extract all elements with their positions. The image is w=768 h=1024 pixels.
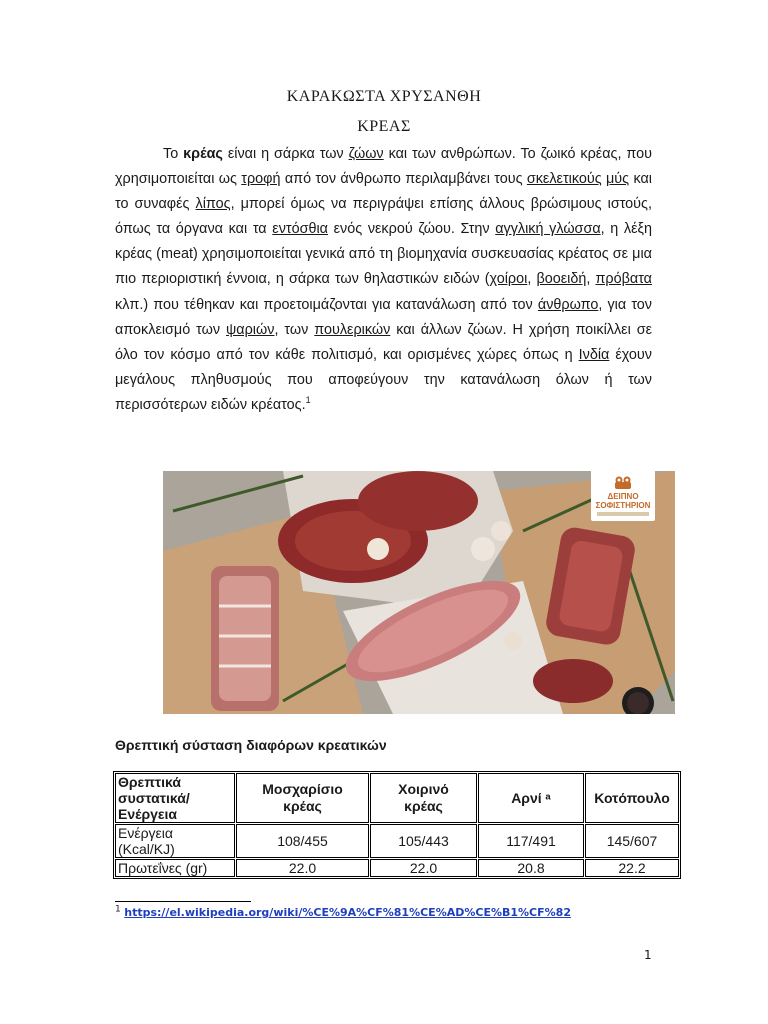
column-header-line: Χοιρινό (398, 781, 449, 797)
footnote-reference[interactable]: 1 (305, 395, 311, 406)
footnote-separator (115, 901, 251, 902)
text-run: και το συναφές (115, 171, 652, 213)
column-header-pork (370, 773, 477, 823)
text-run: και των ανθρώπων. Το ζωικό κρέας, που χρησιμοποιείται ως (115, 146, 652, 188)
text-run: και άλλων ζώων. Η χρήση ποικίλλει σε όλο τον κόσμο από τον κάθε πολιτισμό, και ορισμένες χώρες όπως η (115, 321, 653, 363)
corner-line: συστατικά/ (118, 790, 190, 806)
table-corner-cell (115, 773, 235, 823)
corner-line: Θρεπτικά (118, 774, 181, 790)
row-label-line: Ενέργεια (118, 825, 173, 841)
column-header-line: κρέας (404, 798, 443, 814)
row-label-protein: Πρωτεΐνες (gr) (115, 859, 235, 877)
table-row (115, 859, 679, 877)
text-run: ενός νεκρού ζώου. Στην (327, 221, 496, 238)
cell-energy-pork: 105/443 (370, 824, 477, 858)
text-run: , η λέξη κρέας (meat) χρησιμοποιείται γενικά από τη βιομηχανία συσκευασίας κρέατος σε μια πιο περιοριστική έννοια, η σάρκα των θηλαστικών ειδών ( (115, 221, 652, 288)
term-kreas: κρέας (183, 146, 223, 162)
link-skeletikous[interactable]: σκελετικούς (526, 171, 602, 188)
link-mys[interactable]: μύς (606, 171, 630, 188)
text-run: , των (274, 321, 315, 338)
cell-energy-beef: 108/455 (236, 824, 369, 858)
row-label-energy (115, 824, 235, 858)
column-header-chicken (585, 773, 679, 823)
link-lipos[interactable]: λίπος (195, 196, 231, 213)
link-anthropo[interactable]: άνθρωπο (537, 296, 599, 313)
table-row (115, 824, 679, 858)
text-run: από τον άνθρωπο περιλαμβάνει τους (280, 171, 527, 188)
logo-text-line2: ΣΟΦΙΣΤΗΡΙΟΝ (595, 501, 651, 510)
cell-protein-pork: 22.0 (370, 859, 477, 877)
nutrition-table (113, 771, 681, 879)
text-run: είναι η σάρκα των (222, 146, 349, 162)
text-run: κλπ.) που τέθηκαν και προετοιμάζονται για κατανάλωση από τον (115, 296, 538, 313)
column-header-lamb (478, 773, 584, 823)
text-run: έχουν μεγάλους πληθυσμούς που αποφεύγουν την κατανάλωση όλων ή των περισσότερων ειδών κρέατος. (115, 346, 652, 413)
corner-line: Ενέργεια (118, 806, 178, 822)
link-zoon[interactable]: ζώων (348, 146, 384, 162)
brand-logo (591, 471, 655, 521)
text-run: , (586, 271, 596, 288)
link-xoiroi[interactable]: χοίροι (489, 271, 528, 288)
author-name: ΚΑΡΑΚΩΣΤΑ ΧΡΥΣΑΝΘΗ (286, 88, 482, 105)
chef-icon (614, 476, 632, 490)
cell-protein-beef: 22.0 (236, 859, 369, 877)
footnote (115, 906, 571, 919)
text-run: , (527, 271, 537, 288)
column-header-beef (236, 773, 369, 823)
link-trofi[interactable]: τροφή (241, 171, 281, 188)
column-header-line: Κοτόπουλο (594, 790, 670, 806)
row-label-line: (Kcal/KJ) (118, 841, 175, 857)
link-poulerikon[interactable]: πουλερικών (314, 321, 391, 338)
meat-photo (163, 471, 675, 714)
table-heading: Θρεπτική σύσταση διαφόρων κρεατικών (115, 737, 387, 753)
link-vooeidi[interactable]: βοοειδή (536, 271, 587, 288)
link-india[interactable]: Ινδία (578, 346, 610, 363)
footnote-link[interactable]: https://el.wikipedia.org/wiki/%CE%9A%CF%81%CE%AD%CE%B1%CF%82 (124, 906, 571, 919)
cell-energy-chicken: 145/607 (585, 824, 679, 858)
column-header-line: Μοσχαρίσιο (262, 781, 343, 797)
table-header-row (115, 773, 679, 823)
cell-protein-lamb: 20.8 (478, 859, 584, 877)
cell-energy-lamb: 117/491 (478, 824, 584, 858)
body-paragraph (115, 142, 652, 418)
link-agglika[interactable]: αγγλική γλώσσα (495, 221, 601, 238)
link-psarion[interactable]: ψαριών (226, 321, 275, 338)
column-header-line: κρέας (283, 798, 322, 814)
text-run: Το (163, 146, 184, 162)
link-provata[interactable]: πρόβατα (595, 271, 652, 288)
cell-protein-chicken: 22.2 (585, 859, 679, 877)
column-header-line: Αρνί ᵃ (511, 790, 551, 806)
page-number: 1 (644, 948, 652, 962)
logo-text-line1: ΔΕΙΠΝΟ (607, 492, 639, 501)
text-run: , μπορεί όμως να περιγράψει επίσης άλλους βρώσιμους ιστούς, όπως τα όργανα και τα (115, 196, 652, 238)
footnote-marker: 1 (115, 904, 121, 915)
logo-tagline-bar (597, 512, 649, 516)
link-entosthia[interactable]: εντόσθια (272, 221, 328, 238)
text-run: , για τον αποκλεισμό των (115, 296, 652, 338)
document-title: ΚΡΕΑΣ (357, 118, 411, 135)
